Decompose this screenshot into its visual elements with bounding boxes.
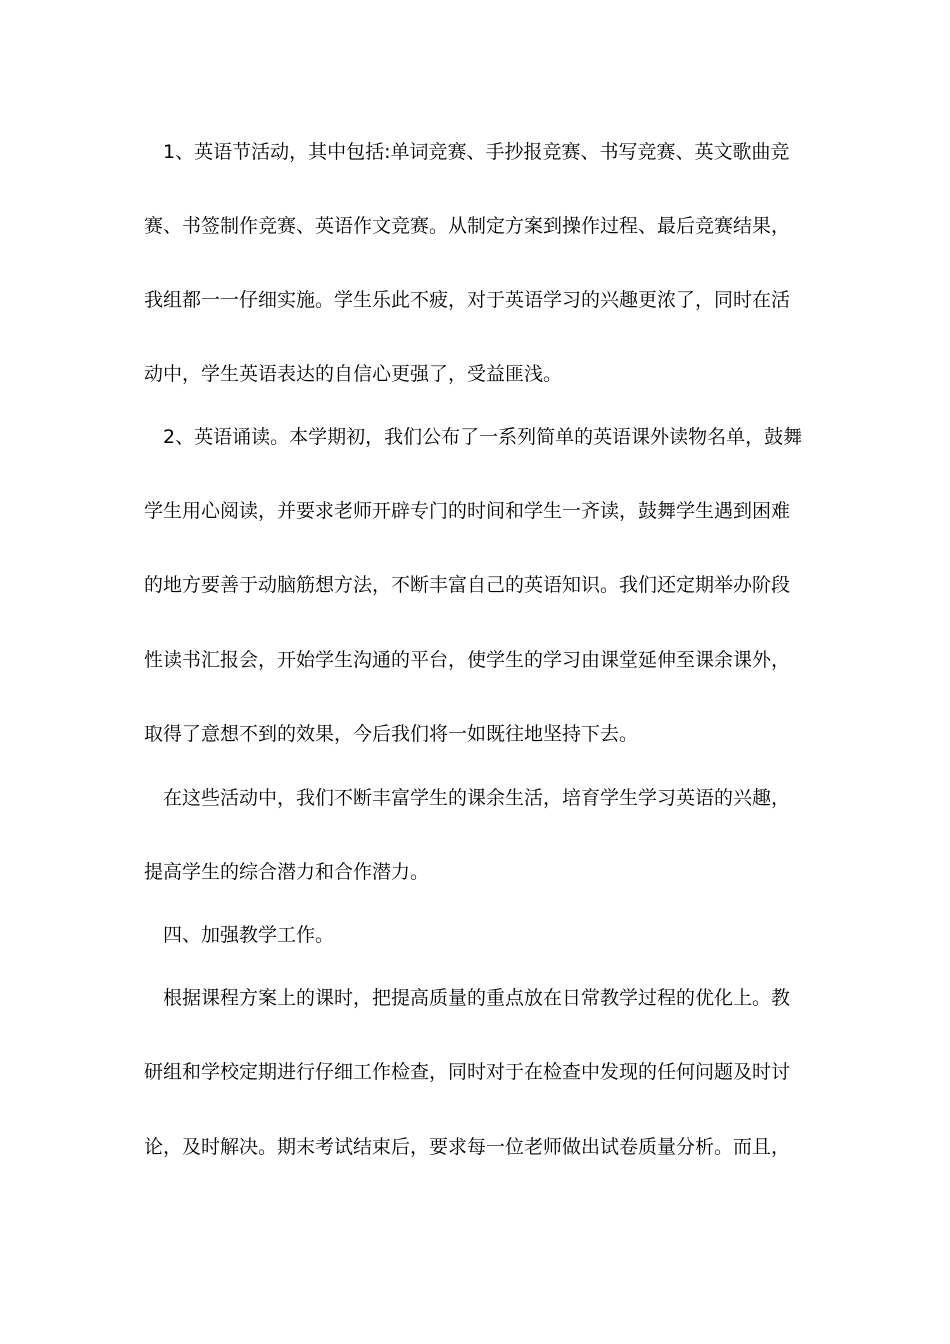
paragraph-4-line-3: 论，及时解决。期末考试结束后，要求每一位老师做出试卷质量分析。而且， [144, 1136, 791, 1158]
paragraph-1-line-4: 动中，学生英语表达的自信心更强了，受益匪浅。 [144, 363, 563, 385]
paragraph-4-line-1: 根据课程方案上的课时，把提高质量的重点放在日常教学过程的优化上。教 [163, 987, 791, 1009]
paragraph-1-line-3: 我组都一一仔细实施。学生乐此不疲，对于英语学习的兴趣更浓了，同时在活 [144, 289, 791, 311]
paragraph-3-line-2: 提高学生的综合潜力和合作潜力。 [144, 861, 430, 883]
paragraph-2-line-3: 的地方要善于动脑筋想方法，不断丰富自己的英语知识。我们还定期举办阶段 [144, 574, 791, 596]
section-heading: 四、加强教学工作。 [163, 924, 335, 946]
paragraph-3-line-1: 在这些活动中，我们不断丰富学生的课余生活，培育学生学习英语的兴趣， [163, 787, 791, 809]
paragraph-2-line-1: 2、英语诵读。本学期初，我们公布了一系列简单的英语课外读物名单，鼓舞 [163, 426, 803, 448]
paragraph-2-line-4: 性读书汇报会，开始学生沟通的平台，使学生的学习由课堂延伸至课余课外， [144, 649, 791, 671]
paragraph-1-line-2: 赛、书签制作竞赛、英语作文竞赛。从制定方案到操作过程、最后竞赛结果， [144, 215, 791, 237]
paragraph-2-line-5: 取得了意想不到的效果，今后我们将一如既往地坚持下去。 [144, 723, 639, 745]
paragraph-4-line-2: 研组和学校定期进行仔细工作检查，同时对于在检查中发现的任何问题及时讨 [144, 1061, 791, 1083]
paragraph-2-line-2: 学生用心阅读，并要求老师开辟专门的时间和学生一齐读，鼓舞学生遇到困难 [144, 500, 791, 522]
paragraph-1-line-1: 1、英语节活动，其中包括:单词竞赛、手抄报竞赛、书写竞赛、英文歌曲竞 [163, 141, 790, 163]
